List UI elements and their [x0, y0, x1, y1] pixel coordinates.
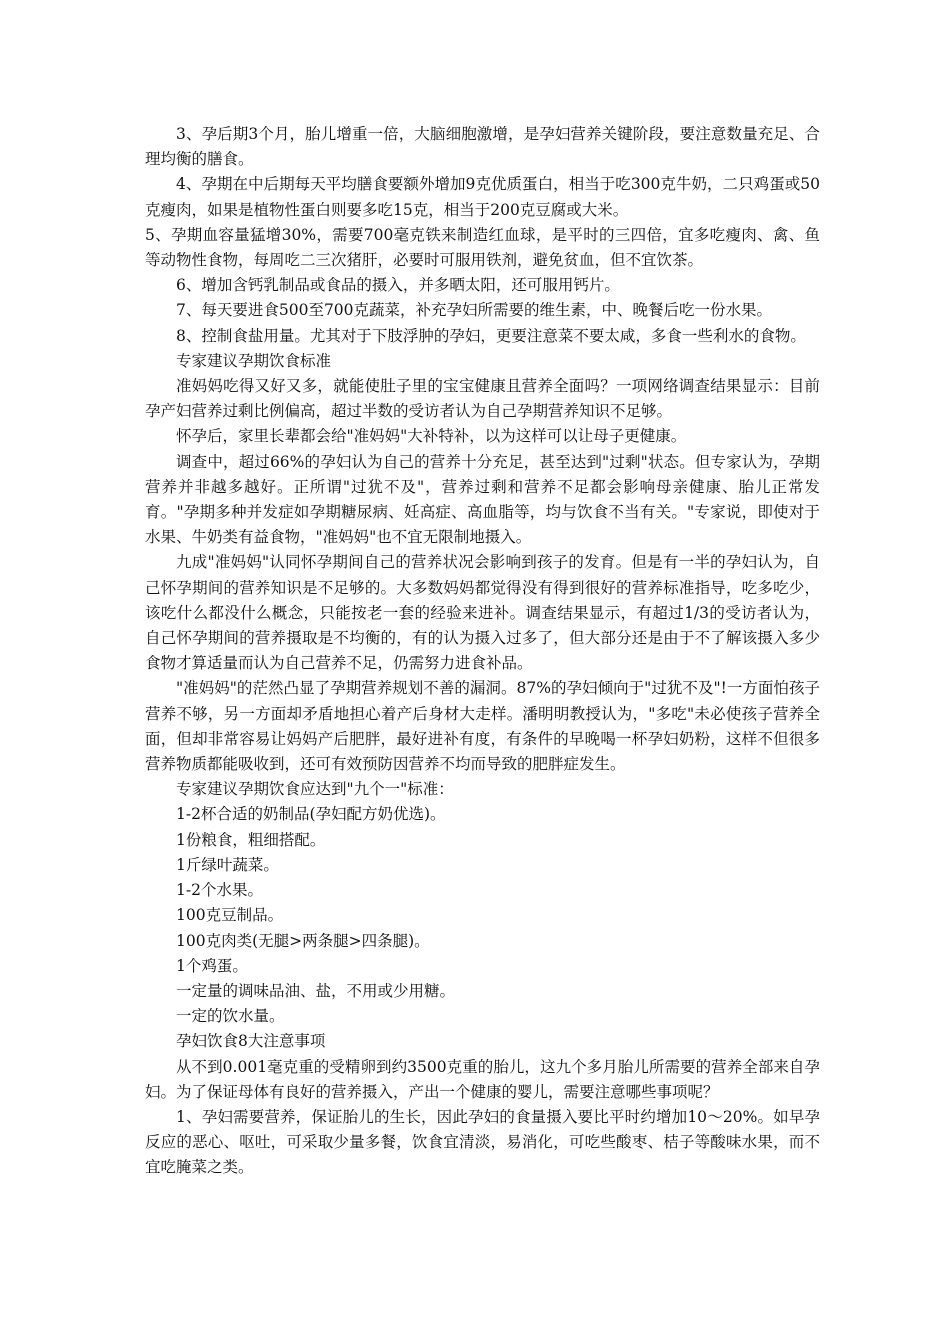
paragraph: 100克肉类(无腿>两条腿>四条腿)。 [176, 931, 430, 950]
paragraph: 准妈妈吃得又好又多，就能使肚子里的宝宝健康且营养全面吗？一项网络调查结果显示：目前孕产妇营养过剩比例偏高，超过半数的受访者认为自己孕期营养知识不足够。 [145, 377, 820, 421]
paragraph: 一定的饮水量。 [176, 1007, 285, 1026]
paragraph: 1个鸡蛋。 [176, 956, 248, 975]
paragraph: 1、孕妇需要营养，保证胎儿的生长，因此孕妇的食量摄入要比平时约增加10～20%。如早孕反应的恶心、呕吐，可采取少量多餐，饮食宜清淡，易消化，可吃些酸枣、桔子等酸味水果，而不宜吃腌菜之类。 [145, 1107, 820, 1177]
paragraph: 专家建议孕期饮食标准 [176, 351, 332, 370]
paragraph: 3、孕后期3个月，胎儿增重一倍，大脑细胞激增，是孕妇营养关键阶段，要注意数量充足、合理均衡的膳食。 [145, 125, 820, 169]
paragraph: 5、孕期血容量猛增30%，需要700毫克铁来制造红血球，是平时的三四倍，宜多吃瘦肉、禽、鱼等动物性食物，每周吃二三次猪肝，必要时可服用铁剂，避免贫血，但不宜饮茶。 [145, 225, 820, 270]
paragraph: 从不到0.001毫克重的受精卵到约3500克重的胎儿，这九个多月胎儿所需要的营养全部来自孕妇。为了保证母体有良好的营养摄入，产出一个健康的婴儿，需要注意哪些事项呢？ [145, 1057, 820, 1101]
paragraph: 一定量的调味品油、盐，不用或少用糖。 [176, 981, 456, 1000]
paragraph: 7、每天要进食500至700克蔬菜，补充孕妇所需要的维生素，中、晚餐后吃一份水果。 [176, 301, 773, 320]
paragraph: 1份粮食，粗细搭配。 [176, 830, 326, 849]
paragraph: 孕妇饮食8大注意事项 [176, 1032, 326, 1051]
paragraph: 1-2个水果。 [176, 881, 263, 900]
paragraph: 九成"准妈妈"认同怀孕期间自己的营养状况会影响到孩子的发育。但是有一半的孕妇认为，自己怀孕期间的营养知识是不足够的。大多数妈妈都觉得没有得到很好的营养标准指导，吃多吃少，该吃什么都没什么概念，只能按老一套的经验来进补。调查结果显示，有超过1/3的受访者认为，自己怀孕期间的营养摄取是不均衡的，有的认为摄入过多了，但大部分还是由于不了解该摄入多少食物才算适量而认为自己营养不足，仍需努力进食补品。 [145, 553, 820, 673]
paragraph: 1-2杯合适的奶制品(孕妇配方奶优选)。 [176, 805, 446, 824]
paragraph: 8、控制食盐用量。尤其对于下肢浮肿的孕妇，更要注意菜不要太咸，多食一些利水的食物。 [176, 326, 806, 345]
paragraph: 100克豆制品。 [176, 906, 284, 925]
paragraph: 调查中，超过66%的孕妇认为自己的营养十分充足，甚至达到"过剩"状态。但专家认为，孕期营养并非越多越好。正所谓"过犹不及"，营养过剩和营养不足都会影响母亲健康、胎儿正常发育。"孕期多种并发症如孕期糖尿病、妊高症、高血脂等，均与饮食不当有关。"专家说，即使对于水果、牛奶类有益食物，"准妈妈"也不宜无限制地摄入。 [145, 452, 820, 547]
paragraph: "准妈妈"的茫然凸显了孕期营养规划不善的漏洞。87%的孕妇倾向于"过犹不及"!一方面怕孩子营养不够，另一方面却矛盾地担心着产后身材大走样。潘明明教授认为，"多吃"未必使孩子营养全面，但却非常容易让妈妈产后肥胖，最好进补有度，有条件的早晚喝一杯孕妇奶粉，这样不但很多营养物质都能吸收到，还可有效预防因营养不均而导致的肥胖症发生。 [145, 679, 820, 774]
paragraph: 4、孕期在中后期每天平均膳食要额外增加9克优质蛋白，相当于吃300克牛奶，二只鸡蛋或50克瘦肉，如果是植物性蛋白则要多吃15克，相当于200克豆腐或大米。 [145, 175, 820, 219]
paragraph: 1斤绿叶蔬菜。 [176, 855, 279, 874]
document-body [145, 122, 820, 1181]
paragraph: 专家建议孕期饮食应达到"九个一"标准： [176, 780, 454, 799]
paragraph: 怀孕后，家里长辈都会给"准妈妈"大补特补，以为这样可以让母子更健康。 [176, 427, 687, 446]
paragraph: 6、增加含钙乳制品或食品的摄入，并多晒太阳，还可服用钙片。 [176, 276, 620, 295]
